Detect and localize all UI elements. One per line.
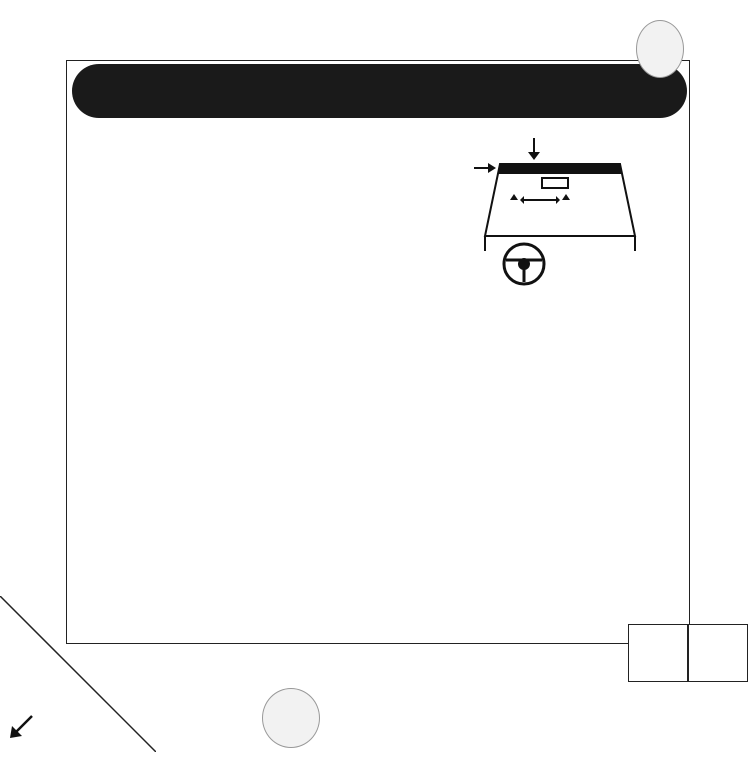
dez-box-2 [688,624,748,682]
dez-box-1 [628,624,688,682]
punch-hole-day [636,20,684,78]
punch-hole-month [262,688,320,748]
peel-arrow-icon [6,712,36,742]
windscreen-diagram-icon [470,136,650,286]
banner [72,64,687,118]
